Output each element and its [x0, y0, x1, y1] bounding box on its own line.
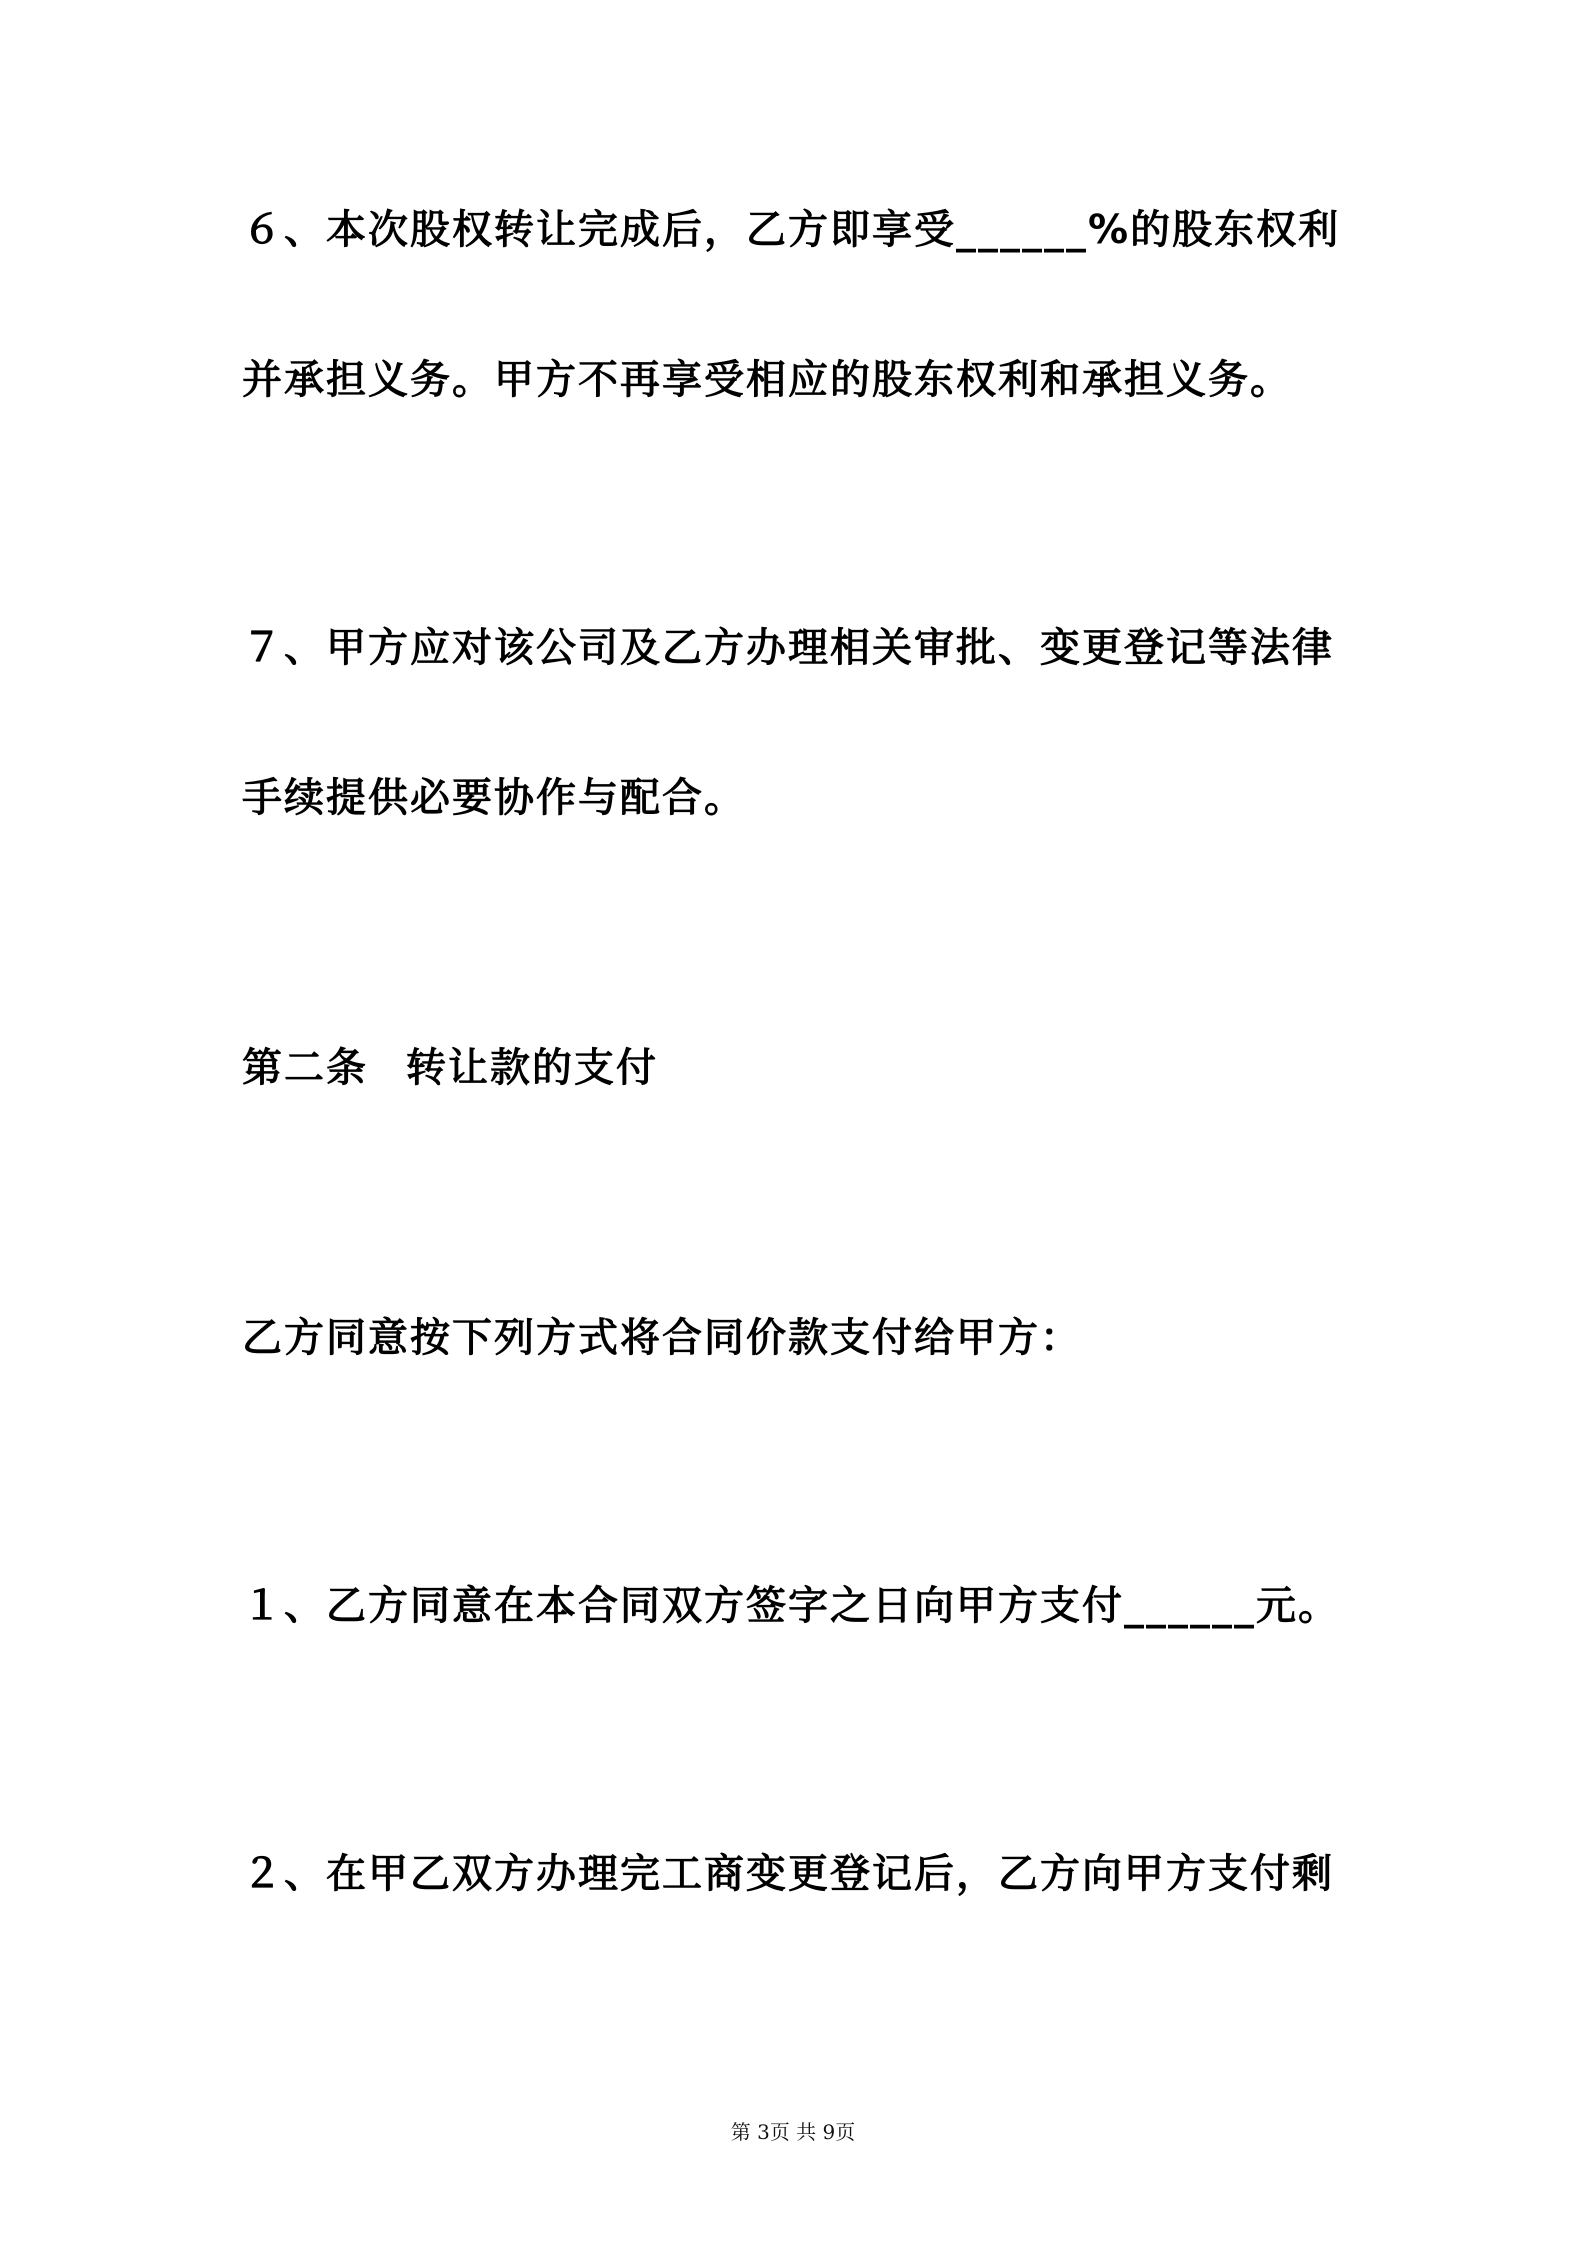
paragraph-line: ７、甲方应对该公司及乙方办理相关审批、变更登记等法律 — [242, 625, 1334, 671]
paragraph-line: ６、本次股权转让完成后，乙方即享受______%的股东权利 — [242, 207, 1341, 253]
section-number: 第二条 — [242, 1045, 368, 1091]
paragraph-line: 乙方同意按下列方式将合同价款支付给甲方： — [242, 1315, 1082, 1361]
paragraph-line: 并承担义务。甲方不再享受相应的股东权利和承担义务。 — [242, 357, 1292, 403]
paragraph-line: 手续提供必要协作与配合。 — [242, 775, 746, 821]
paragraph-line: ２、在甲乙双方办理完工商变更登记后，乙方向甲方支付剩 — [242, 1851, 1334, 1897]
section-heading — [242, 1040, 658, 1096]
section-title: 转让款的支付 — [406, 1045, 658, 1091]
page-number-footer: 第 3页 共 9页 — [730, 2120, 856, 2144]
paragraph-line: １、乙方同意在本合同双方签字之日向甲方支付______元。 — [242, 1583, 1340, 1629]
